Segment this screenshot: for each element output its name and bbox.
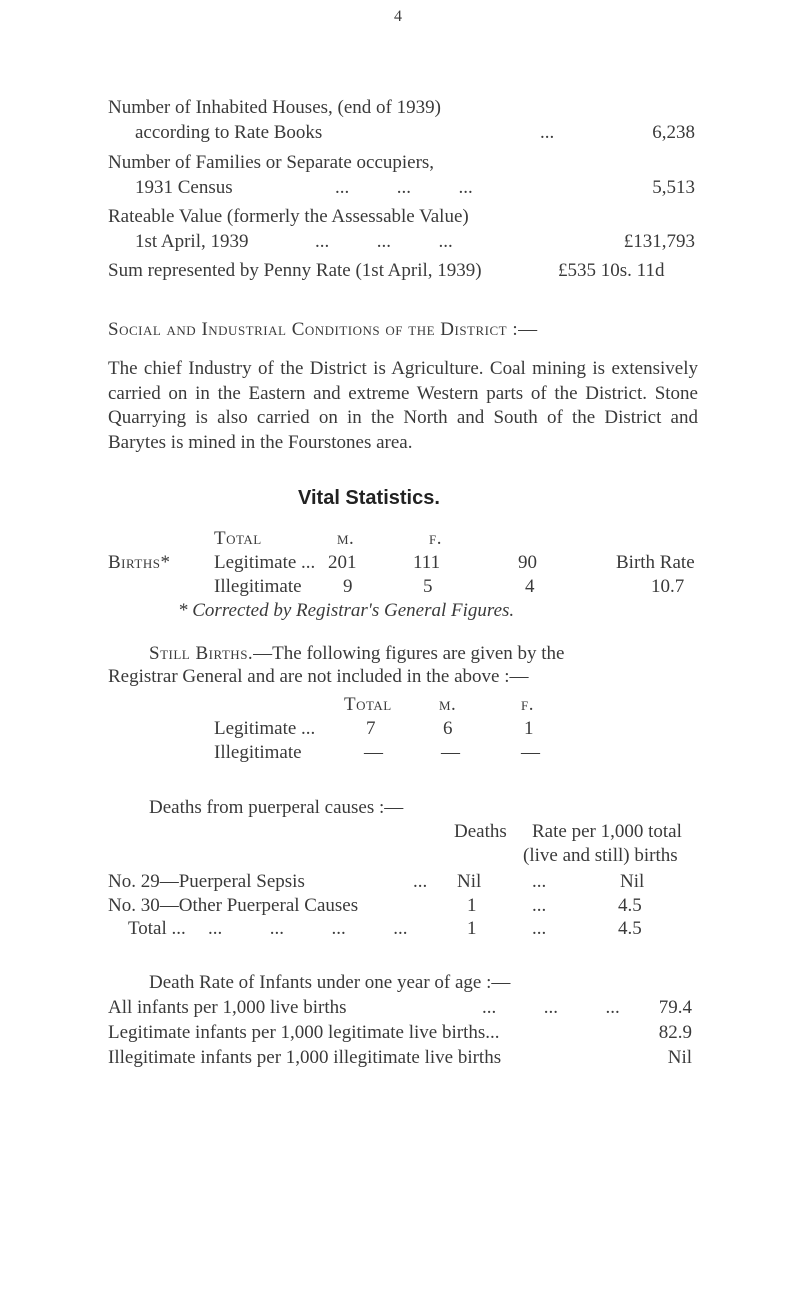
infant-intro: Death Rate of Infants under one year of age :—	[149, 972, 511, 993]
births-row-m: 111	[413, 552, 441, 573]
still-row-label: Illegitimate	[214, 742, 302, 763]
puerperal-row-dots: ...	[413, 871, 428, 892]
still-col-m: m.	[439, 694, 457, 715]
families-label-cont: 1931 Census	[135, 177, 233, 198]
puerperal-col-rate: Rate per 1,000 total	[532, 821, 682, 842]
rateable-label: Rateable Value (formerly the Assessable Value)	[108, 206, 469, 227]
puerperal-col-rate-cont: (live and still) births	[523, 845, 678, 866]
births-row-f: 90	[518, 552, 537, 573]
vital-col-f: f.	[429, 528, 442, 549]
infant-row-label: Illegitimate infants per 1,000 illegitimate live births	[108, 1047, 502, 1068]
still-row-f: —	[521, 742, 540, 763]
puerperal-row-dots: ...	[532, 871, 547, 892]
rateable-value: £131,793	[623, 231, 695, 252]
infant-row-dots: ... ... ...	[482, 997, 620, 1018]
births-row-total: 201	[328, 552, 357, 573]
still-row-m: 6	[443, 718, 453, 739]
births-label: Births*	[108, 552, 171, 573]
houses-label-cont: according to Rate Books	[135, 122, 323, 143]
rateable-label-cont: 1st April, 1939	[135, 231, 249, 252]
vital-footnote: * Corrected by Registrar's General Figures.	[178, 600, 515, 621]
still-intro	[149, 643, 564, 665]
still-row-total: —	[364, 742, 383, 763]
infant-row-label: All infants per 1,000 live births	[108, 997, 347, 1018]
still-row-f: 1	[524, 718, 534, 739]
infant-row-value: 79.4	[658, 997, 692, 1018]
births-row-f: 4	[525, 576, 535, 597]
puerperal-row-label: No. 29—Puerperal Sepsis	[108, 871, 305, 892]
puerperal-row-rate: Nil	[620, 871, 645, 892]
infant-row-value: 82.9	[658, 1022, 692, 1043]
puerperal-row-label: No. 30—Other Puerperal Causes	[108, 895, 359, 916]
puerperal-row-deaths: 1	[467, 895, 477, 916]
puerperal-row-deaths: Nil	[457, 871, 482, 892]
vital-col-m: m.	[337, 528, 355, 549]
houses-label: Number of Inhabited Houses, (end of 1939)	[108, 97, 441, 118]
puerperal-row-deaths: 1	[467, 918, 477, 939]
infant-row-label: Legitimate infants per 1,000 legitimate live births...	[108, 1022, 500, 1043]
births-row-extra: Birth Rate	[616, 552, 695, 573]
puerperal-intro: Deaths from puerperal causes :—	[149, 797, 404, 818]
puerperal-row-label: Total ...	[128, 918, 186, 939]
still-row-label: Legitimate ...	[214, 718, 316, 739]
families-value: 5,513	[652, 177, 695, 198]
births-row-total: 9	[343, 576, 353, 597]
still-intro-rest: —The following figures are given by the	[253, 643, 565, 664]
births-row-m: 5	[423, 576, 433, 597]
families-label: Number of Families or Separate occupiers,	[108, 152, 435, 173]
vital-col-total: Total	[214, 528, 262, 549]
births-row-label: Legitimate ...	[214, 552, 316, 573]
social-body: The chief Industry of the District is Agriculture. Coal mining is extensively carried on in the Eastern and extreme Western parts of the District. Stone Quarrying is also carried on in the North and South of the District and Barytes is mined in the Fourstones area.	[108, 358, 698, 453]
births-row-extra: 10.7	[651, 576, 685, 597]
families-dots: ... ... ...	[335, 177, 473, 198]
puerperal-row-rate: 4.5	[618, 895, 642, 916]
still-row-total: 7	[366, 718, 376, 739]
penny-value: £535 10s. 11d	[558, 260, 665, 281]
still-intro-line2: Registrar General and are not included in the above :—	[108, 666, 529, 687]
still-intro-caps: Still Births.	[149, 643, 254, 664]
penny-label: Sum represented by Penny Rate (1st April, 1939)	[108, 260, 482, 281]
houses-dots: ...	[540, 122, 555, 143]
still-row-m: —	[441, 742, 460, 763]
still-col-total: Total	[344, 694, 392, 715]
births-row-label: Illegitimate	[214, 576, 302, 597]
puerperal-row-dots: ... ... ... ...	[208, 918, 408, 939]
still-col-f: f.	[521, 694, 534, 715]
rateable-dots: ... ... ...	[315, 231, 453, 252]
page-number: 4	[394, 8, 402, 25]
puerperal-col-deaths: Deaths	[454, 821, 507, 842]
puerperal-row-dots: ...	[532, 895, 547, 916]
houses-value: 6,238	[652, 122, 695, 143]
social-heading: Social and Industrial Conditions of the District :—	[108, 319, 538, 340]
infant-row-value: Nil	[667, 1047, 692, 1068]
puerperal-row-dots: ...	[532, 918, 547, 939]
puerperal-row-rate: 4.5	[618, 918, 642, 939]
vital-heading: Vital Statistics.	[298, 487, 440, 509]
